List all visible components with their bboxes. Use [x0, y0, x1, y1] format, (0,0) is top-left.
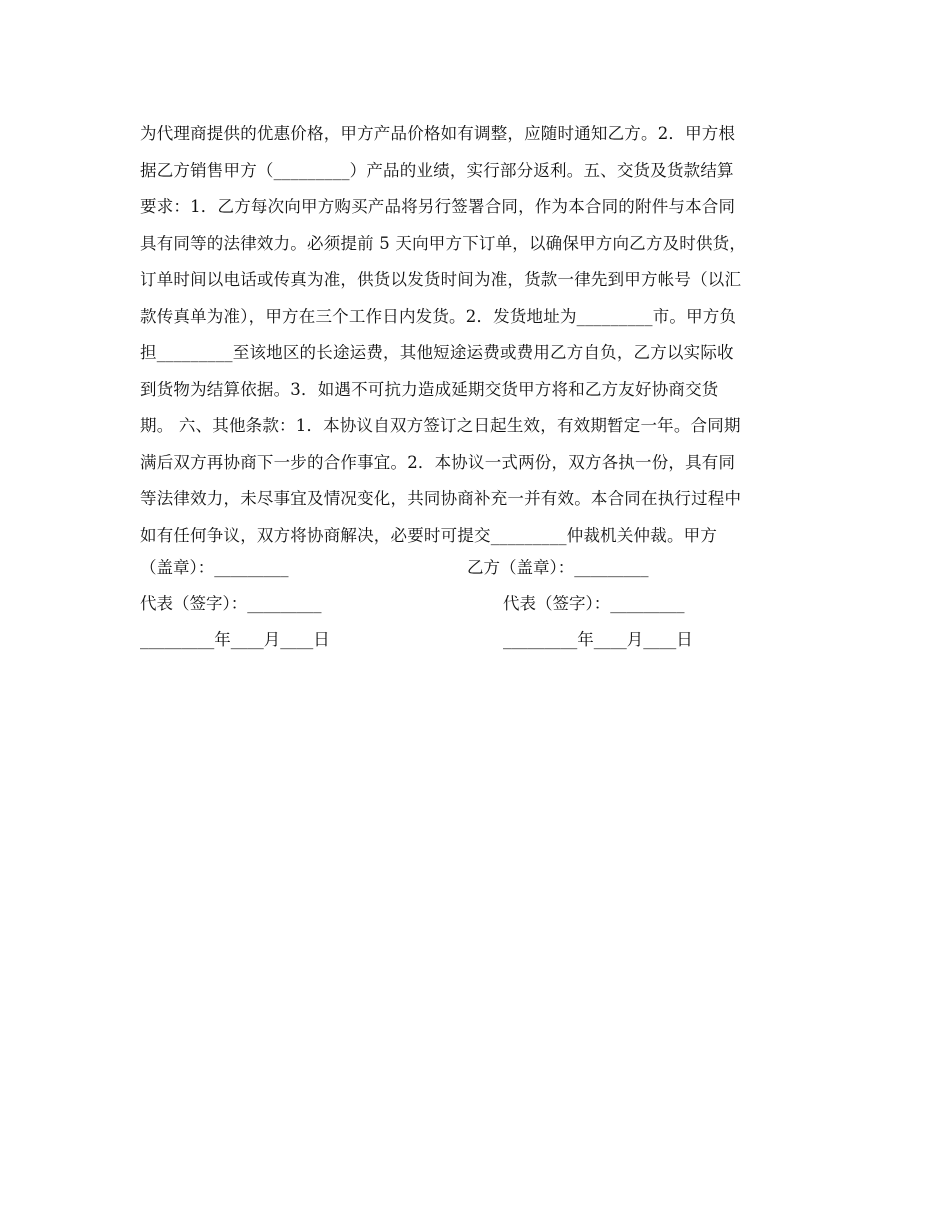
signature-block [140, 550, 820, 658]
signature-row-seal [140, 550, 820, 586]
body-line: 款传真单为准），甲方在三个工作日内发货。2．发货地址为_________市。甲方负 [140, 306, 737, 326]
body-line: 到货物为结算依据。3．如遇不可抗力造成延期交货甲方将和乙方友好协商交货 [140, 379, 719, 399]
party-b-representative: 代表（签字）：_________ [503, 594, 685, 613]
body-line: 据乙方销售甲方（_________）产品的业绩，实行部分返利。五、交货及货款结算 [140, 160, 734, 180]
party-b-seal: 乙方（盖章）：_________ [467, 558, 649, 577]
signature-row-date [140, 622, 820, 658]
party-a-seal: （盖章）：_________ [140, 558, 289, 577]
contract-body [140, 116, 820, 554]
body-line: 满后双方再协商下一步的合作事宜。2．本协议一式两份，双方各执一份，具有同 [140, 452, 736, 472]
signature-row-representative [140, 586, 820, 622]
party-a-representative: 代表（签字）：_________ [140, 594, 322, 613]
body-line: 具有同等的法律效力。必须提前 5 天向甲方下订单，以确保甲方向乙方及时供货， [140, 233, 747, 253]
body-line: 如有任何争议，双方将协商解决，必要时可提交_________仲裁机关仲裁。甲方 [140, 525, 718, 545]
body-line: 订单时间以电话或传真为准，供货以发货时间为准，货款一律先到甲方帐号（以汇 [140, 270, 742, 289]
body-line: 要求：1．乙方每次向甲方购买产品将另行签署合同，作为本合同的附件与本合同 [140, 197, 736, 216]
body-line: 为代理商提供的优惠价格，甲方产品价格如有调整，应随时通知乙方。2．甲方根 [140, 124, 736, 143]
party-b-date: _________年____月____日 [503, 630, 693, 649]
party-a-date: _________年____月____日 [140, 630, 330, 649]
body-line: 担_________至该地区的长途运费，其他短途运费或费用乙方自负，乙方以实际收 [140, 343, 734, 362]
body-line: 等法律效力，未尽事宜及情况变化，共同协商补充一并有效。本合同在执行过程中 [140, 489, 742, 508]
body-line: 期。 六、其他条款：1．本协议自双方签订之日起生效，有效期暂定一年。合同期 [140, 416, 741, 435]
